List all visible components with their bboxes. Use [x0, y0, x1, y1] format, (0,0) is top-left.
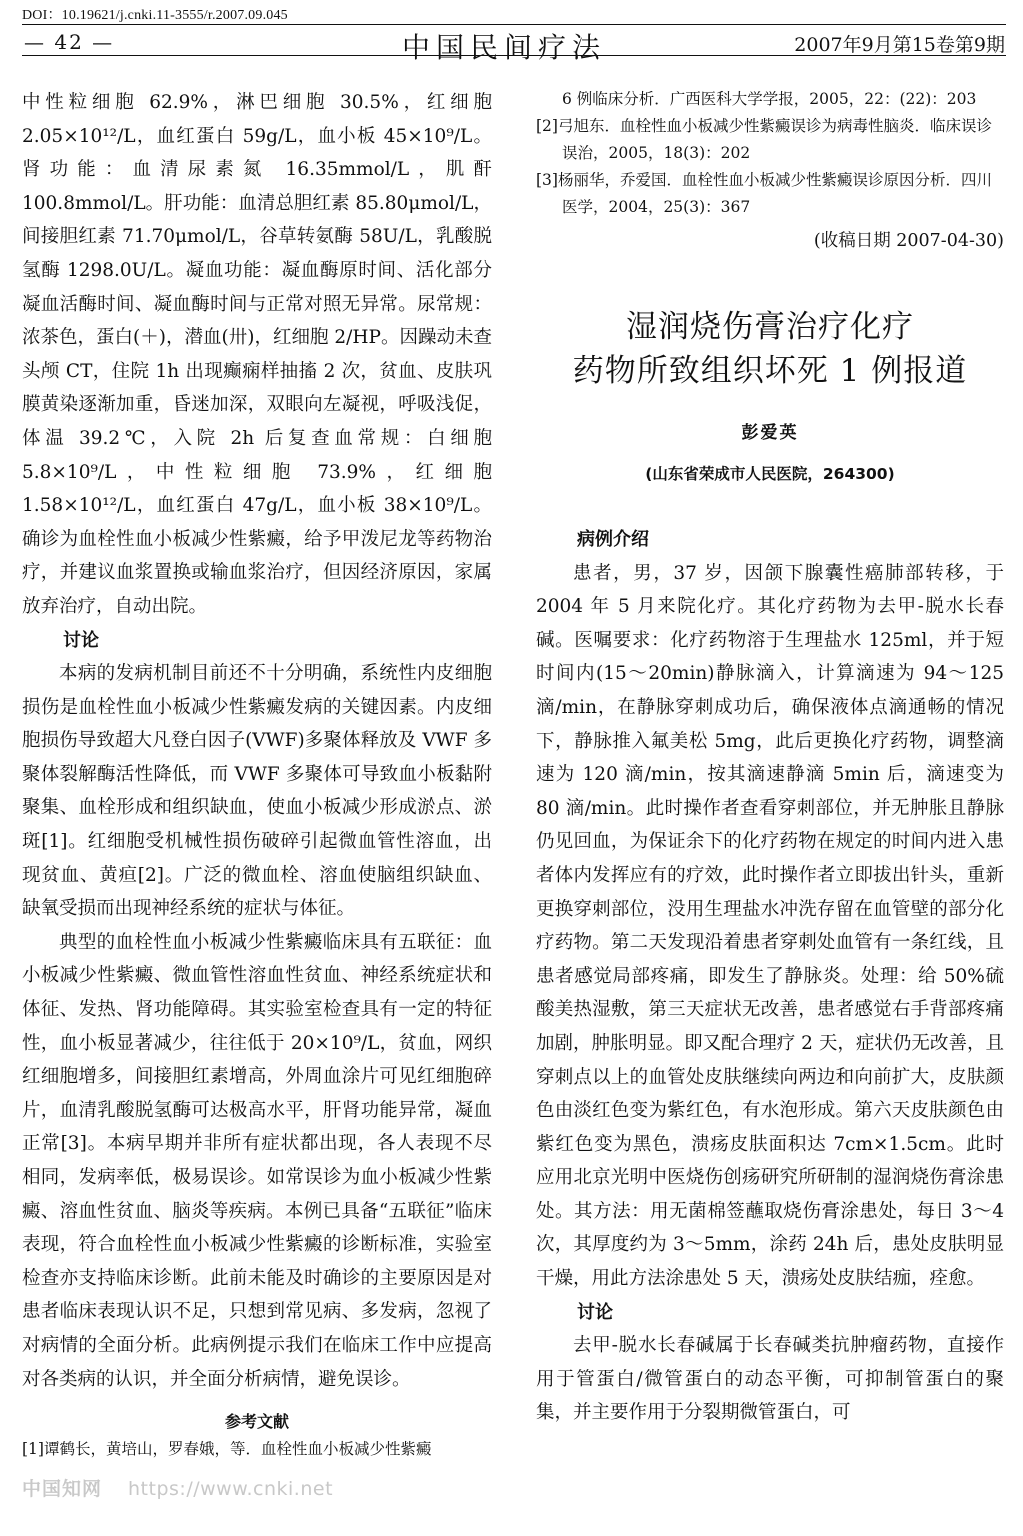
- article-title: [536, 305, 1004, 393]
- case-heading: 病例介绍: [577, 529, 649, 550]
- article-discussion-paragraph: 去甲-脱水长春碱属于长春碱类抗肿瘤药物，直接作用于管蛋白/微管蛋白的动态平衡，可抑制管蛋白的聚集，并主要作用于分裂期微管蛋白，可: [536, 1335, 1004, 1424]
- header-rule-bottom: [22, 55, 1006, 56]
- watermark-brand: 中国知网: [22, 1478, 103, 1500]
- case-paragraph: 患者，男，37 岁，因颌下腺囊性癌肺部转移，于 2004 年 5 月来院化疗。其化疗药物为去甲-脱水长春碱。医嘱要求：化疗药物溶于生理盐水 125ml，并于短时间内(15～20min)静脉滴入，计算滴速为 94～125 滴/min，在静脉穿刺成功后，确保液体点滴通畅的情况下，静脉推入氟美松 5mg，此后更换化疗药物，调整滴速为 120 滴/min，按其滴速静滴 5min 后，滴速变为 80 滴/min。此时操作者查看穿刺部位，并无肿胀且静脉仍见回血，为保证余下的化疗药物在规定的时间内进入患者体内发挥应有的疗效，此时操作者立即拔出针头，重新更换穿刺部位，没用生理盐水冲洗存留在血管壁的部分化疗药物。第二天发现沿着患者穿刺处血管有一条红线，且患者感觉局部疼痛，即发生了静脉炎。处理：给 50%硫酸美热湿敷，第三天症状无改善，患者感觉右手背部疼痛加剧，肿胀明显。即又配合理疗 2 天，症状仍无改善，且穿刺点以上的血管处皮肤继续向两边和向前扩大，皮肤颜色由淡红色变为紫红色，有水泡形成。第六天皮肤颜色由紫红色变为黑色，溃疡皮肤面积达 7cm×1.5cm。此时应用北京光明中医烧伤创疡研究所研制的湿润烧伤膏涂患处。其方法：用无菌棉签蘸取烧伤膏涂患处，每日 3～4 次，其厚度约为 3～5mm，涂药 24h 后，患处皮肤明显干燥，用此方法涂患处 5 天，溃疡处皮肤结痂，痊愈。: [536, 562, 1004, 1290]
- left-column: [22, 86, 492, 1463]
- reference-1-end: 6 例临床分析．广西医科大学学报，2005，22：(22)：203: [562, 90, 977, 108]
- cnki-watermark: [22, 1474, 333, 1501]
- reference-1-start: [1]谭鹤长，黄培山，罗春娥，等．血栓性血小板减少性紫癜: [22, 1440, 432, 1459]
- author-affiliation: (山东省荣成市人民医院，264300): [645, 465, 895, 483]
- article-discussion-heading: 讨论: [577, 1301, 613, 1323]
- references-heading: 参考文献: [224, 1412, 289, 1432]
- reference-2: [2]弓旭东．血栓性血小板减少性紫癜误诊为病毒性脑炎．临床误诊误治，2005，18(3)：202: [536, 117, 992, 162]
- right-column: [536, 86, 1004, 1430]
- discussion-paragraph-2: 典型的血栓性血小板减少性紫癜临床具有五联征：血小板减少性紫癜、微血管性溶血性贫血、神经系统症状和体征、发热、肾功能障碍。其实验室检查具有一定的特征性，血小板显著减少，往往低于 20×10⁹/L，贫血，网织红细胞增多，间接胆红素增高，外周血涂片可见红细胞碎片，血清乳酸脱氢酶可达极高水平，肝肾功能异常，凝血正常[3]。本病早期并非所有症状都出现，各人表现不尽相同，发病率低，极易误诊。如常误诊为血小板减少性紫癜、溶血性贫血、脑炎等疾病。本例已具备“五联征”临床表现，符合血栓性血小板减少性紫癜的诊断标准，实验室检查亦支持临床诊断。此前未能及时确诊的主要原因是对患者临床表现认识不足，只想到常见病、多发病，忽视了对病情的全面分析。此病例提示我们在临床工作中应提高对各类病的认识，并全面分析病情，避免误诊。: [22, 931, 492, 1390]
- article-title-line-1: 湿润烧伤膏治疗化疗: [626, 309, 914, 345]
- article-body: [536, 523, 1004, 1430]
- discussion-paragraph-1: 本病的发病机制目前还不十分明确，系统性内皮细胞损伤是血栓性血小板减少性紫癜发病的关键因素。内皮细胞损伤导致超大凡登白因子(VWF)多聚体释放及 VWF 多聚体裂解酶活性降低，而 VWF 多聚体可导致血小板黏附聚集、血栓形成和组织缺血，使血小板减少形成淤点、淤斑[1]。红细胞受机械性损伤破碎引起微血管性溶血，出现贫血、黄疸[2]。广泛的微血栓、溶血使脑组织缺血、缺氧受损而出现神经系统的症状与体征。: [22, 663, 492, 920]
- header-rule-top: [22, 24, 1006, 25]
- references-list: [22, 1436, 492, 1463]
- page-number: — 42 —: [24, 30, 115, 54]
- article-title-line-2: 药物所致组织坏死 1 例报道: [572, 353, 968, 389]
- doi-line: DOI：10.19621/j.cnki.11-3555/r.2007.09.045: [22, 8, 288, 23]
- journal-title: 中国民间疗法: [402, 31, 607, 64]
- watermark-url: https://www.cnki.net: [128, 1478, 334, 1500]
- references-continued: [536, 86, 1004, 221]
- reference-3: [3]杨丽华，乔爱国．血栓性血小板减少性紫癜误诊原因分析．四川医学，2004，25(3)：367: [536, 171, 992, 216]
- case-data-paragraph: 中性粒细胞 62.9%，淋巴细胞 30.5%，红细胞 2.05×10¹²/L，血红蛋白 59g/L，血小板 45×10⁹/L。肾功能：血清尿素氮 16.35mmol/L，肌酐100.8mmol/L。肝功能：血清总胆红素 85.80μmol/L，间接胆红素 71.70μmol/L，谷草转氨酶 58U/L，乳酸脱氢酶 1298.0U/L。凝血功能：凝血酶原时间、活化部分凝血活酶时间、凝血酶时间与正常对照无异常。尿常规：浓茶色，蛋白(＋)，潜血(卅)，红细胞 2/HP。因躁动未查头颅 CT，住院 1h 出现癫痫样抽搐 2 次，贫血、皮肤巩膜黄染逐渐加重，昏迷加深，双眼向左凝视，呼吸浅促，体温 39.2℃，入院 2h 后复查血常规：白细胞 5.8×10⁹/L，中性粒细胞 73.9%，红细胞 1.58×10¹²/L，血红蛋白 47g/L，血小板 38×10⁹/L。确诊为血栓性血小板减少性紫癜，给予甲泼尼龙等药物治疗，并建议血浆置换或输血浆治疗，但因经济原因，家属放弃治疗，自动出院。: [22, 92, 492, 617]
- issue-info: 2007年9月第15卷第9期: [794, 34, 1005, 56]
- discussion-heading: 讨论: [63, 629, 99, 651]
- author-name: 彭爱英: [741, 423, 799, 443]
- received-date: (收稿日期 2007-04-30): [813, 231, 1004, 251]
